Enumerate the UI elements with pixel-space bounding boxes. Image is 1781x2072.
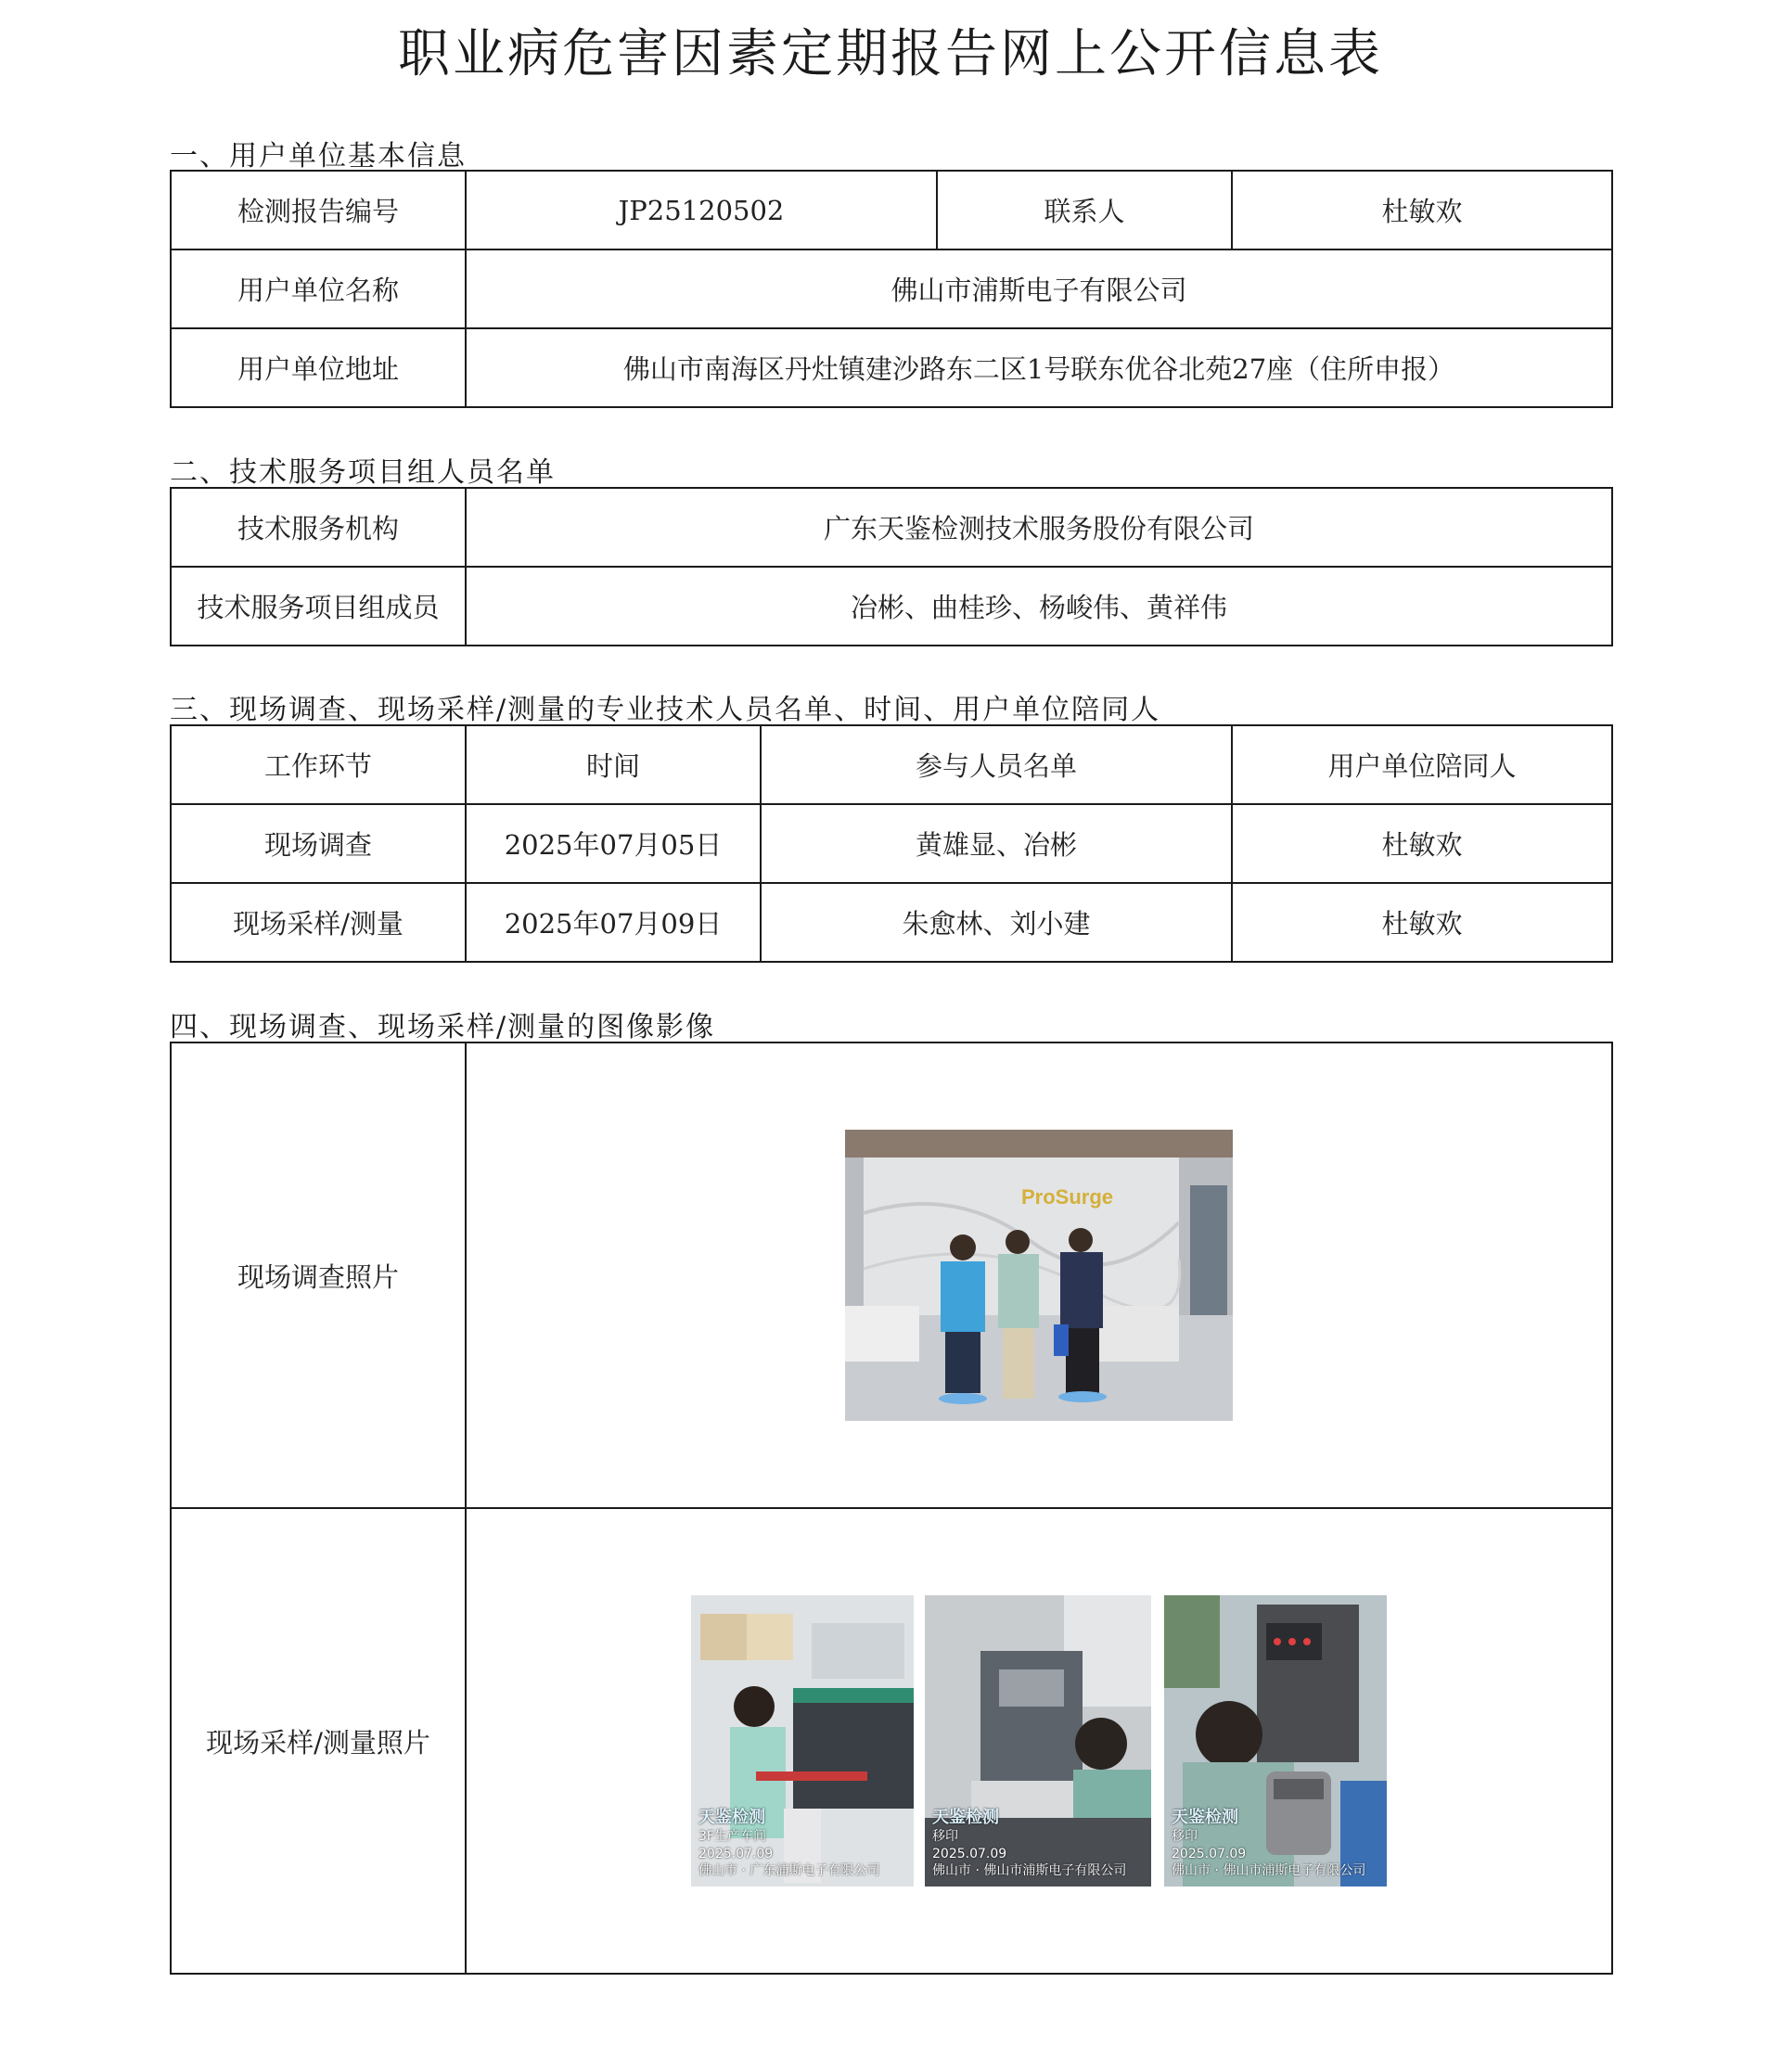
header-cell: 工作环节 bbox=[171, 725, 466, 804]
header-cell: 用户单位陪同人 bbox=[1232, 725, 1612, 804]
table-row bbox=[171, 804, 1612, 883]
sampling-photo-2 bbox=[925, 1595, 1151, 1887]
header-cell: 参与人员名单 bbox=[761, 725, 1232, 804]
team-table bbox=[170, 487, 1613, 646]
table-cell: 黄雄显、冶彬 bbox=[761, 804, 1232, 883]
schedule-table bbox=[170, 724, 1613, 963]
table-cell: 杜敏欢 bbox=[1232, 883, 1612, 962]
unit-name-label: 用户单位名称 bbox=[171, 249, 466, 328]
contact-value: 杜敏欢 bbox=[1232, 171, 1612, 249]
table-header-row bbox=[171, 725, 1612, 804]
basic-info-table bbox=[170, 170, 1613, 408]
sampling-photo-label: 现场采样/测量照片 bbox=[171, 1508, 466, 1974]
org-label: 技术服务机构 bbox=[171, 488, 466, 567]
members-value: 冶彬、曲桂珍、杨峻伟、黄祥伟 bbox=[466, 567, 1612, 646]
watermark-1: 天鉴检测 3F生产车间 2025.07.09 佛山市 · 广东浦斯电子有限公司 bbox=[698, 1808, 880, 1878]
table-cell: 2025年07月05日 bbox=[466, 804, 761, 883]
photos-table bbox=[170, 1042, 1613, 1975]
page-title: 职业病危害因素定期报告网上公开信息表 bbox=[398, 24, 1383, 84]
survey-photo bbox=[845, 1130, 1233, 1421]
sampling-photo-3 bbox=[1164, 1595, 1387, 1887]
table-cell: 现场调查 bbox=[171, 804, 466, 883]
table-cell: 2025年07月09日 bbox=[466, 883, 761, 962]
contact-label: 联系人 bbox=[937, 171, 1232, 249]
survey-photo-image bbox=[845, 1130, 1233, 1421]
sampling-photo-cell bbox=[466, 1508, 1612, 1974]
sampling-photo-1 bbox=[691, 1595, 914, 1887]
table-cell: 杜敏欢 bbox=[1232, 804, 1612, 883]
unit-name-value: 佛山市浦斯电子有限公司 bbox=[466, 249, 1612, 328]
unit-addr-label: 用户单位地址 bbox=[171, 328, 466, 407]
table-cell: 现场采样/测量 bbox=[171, 883, 466, 962]
watermark-2: 天鉴检测 移印 2025.07.09 佛山市 · 佛山市浦斯电子有限公司 bbox=[932, 1808, 1127, 1878]
unit-addr-value: 佛山市南海区丹灶镇建沙路东二区1号联东优谷北苑27座（住所申报） bbox=[466, 328, 1612, 407]
watermark-3: 天鉴检测 移印 2025.07.09 佛山市 · 佛山市浦斯电子有限公司 bbox=[1172, 1808, 1366, 1878]
table-cell: 朱愈林、刘小建 bbox=[761, 883, 1232, 962]
org-value: 广东天鉴检测技术服务股份有限公司 bbox=[466, 488, 1612, 567]
survey-photo-cell bbox=[466, 1042, 1612, 1508]
header-cell: 时间 bbox=[466, 725, 761, 804]
report-no-label: 检测报告编号 bbox=[171, 171, 466, 249]
report-no-value: JP25120502 bbox=[466, 171, 937, 249]
section3-heading: 三、现场调查、现场采样/测量的专业技术人员名单、时间、用户单位陪同人 bbox=[170, 694, 1161, 726]
members-label: 技术服务项目组成员 bbox=[171, 567, 466, 646]
section4-heading: 四、现场调查、现场采样/测量的图像影像 bbox=[170, 1011, 716, 1043]
section1-heading: 一、用户单位基本信息 bbox=[170, 140, 467, 173]
logo-text: ProSurge bbox=[1021, 1185, 1114, 1209]
table-row bbox=[171, 883, 1612, 962]
section2-heading: 二、技术服务项目组人员名单 bbox=[170, 456, 556, 489]
survey-photo-label: 现场调查照片 bbox=[171, 1042, 466, 1508]
